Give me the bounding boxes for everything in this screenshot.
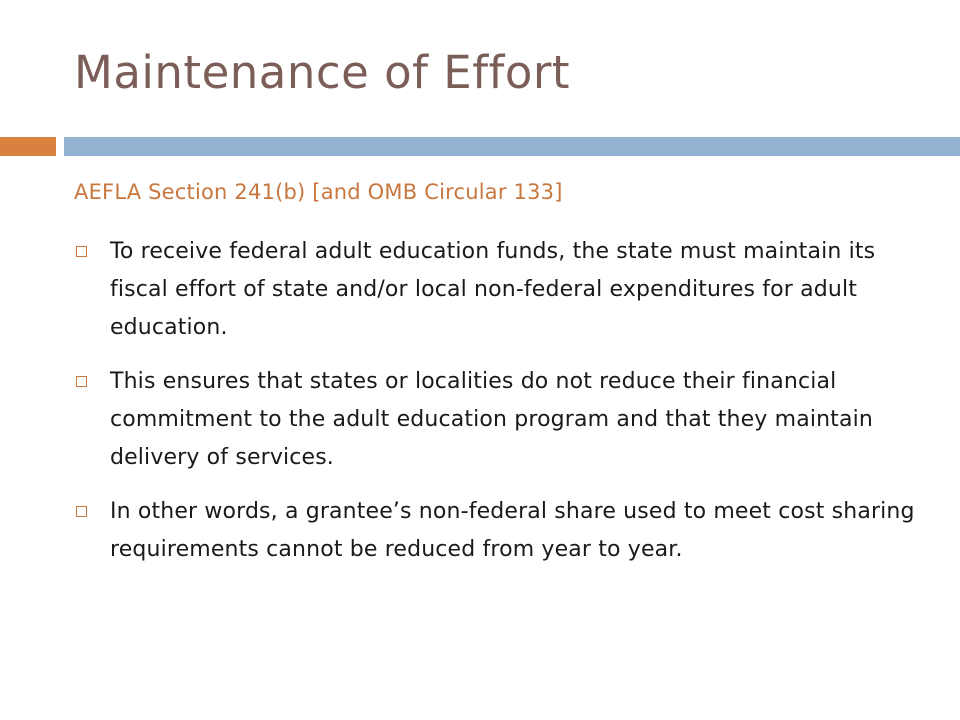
bullet-text: To receive federal adult education funds, the state must maintain its fiscal effort of state and/or local non-federal expenditures for adult education. <box>110 239 876 340</box>
bullet-text: In other words, a grantee’s non-federal share used to meet cost sharing requirements cannot be reduced from year to year. <box>110 499 915 562</box>
bullet-item <box>74 493 924 569</box>
slide-title: Maintenance of Effort <box>74 46 571 99</box>
title-underline-accent-bar <box>0 137 56 156</box>
bullet-item <box>74 233 924 347</box>
hollow-square-bullet-icon <box>76 246 87 257</box>
hollow-square-bullet-icon <box>76 506 87 517</box>
hollow-square-bullet-icon <box>76 376 87 387</box>
bullet-text: This ensures that states or localities do not reduce their financial commitment to the adult education program and that they maintain delivery of services. <box>110 369 873 470</box>
title-underline-bar <box>64 137 960 156</box>
section-subheading: AEFLA Section 241(b) [and OMB Circular 133] <box>74 180 563 204</box>
bullet-item <box>74 363 924 477</box>
bullet-list <box>74 233 924 585</box>
